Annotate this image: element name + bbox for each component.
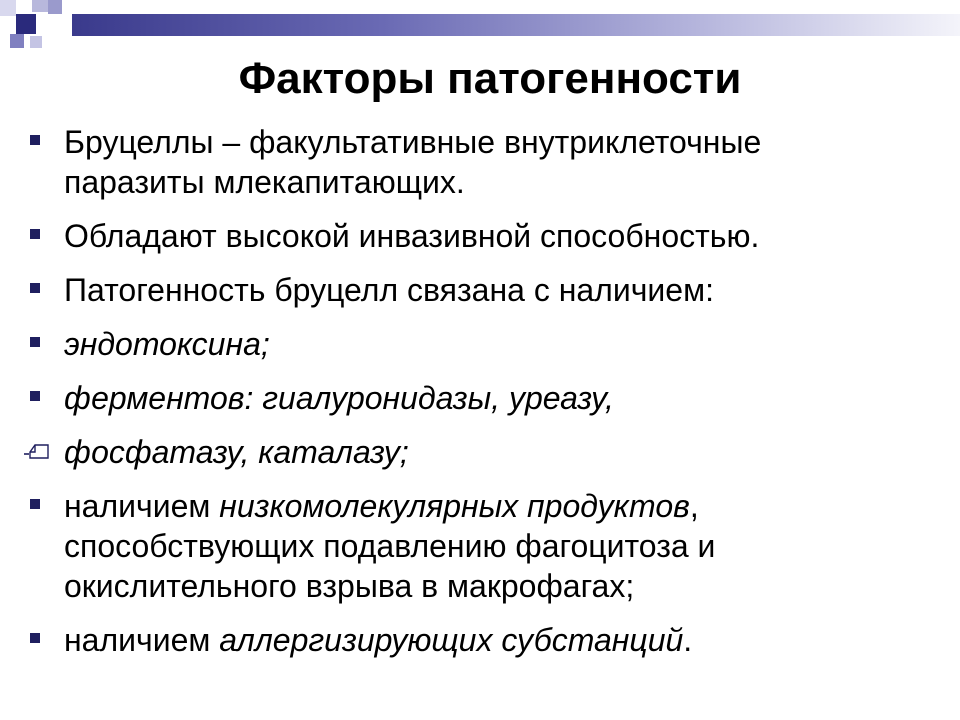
bullet-text-italic: ферментов: гиалуронидазы, уреазу,	[64, 380, 614, 416]
bullet-text-run: , способствующих подавлению фагоцитоза и окислительного взрыва в макрофагах;	[64, 488, 716, 604]
bullet-text	[64, 124, 761, 200]
bullet-text-italic: фосфатазу, каталазу;	[64, 434, 409, 470]
square-bullet-icon	[30, 499, 40, 509]
bullet-text-run: Обладают высокой инвазивной способностью.	[64, 218, 760, 254]
folder-icon	[24, 440, 52, 462]
bullet-item	[30, 324, 910, 364]
bullet-text	[64, 326, 270, 362]
bullet-text	[64, 380, 614, 416]
square-bullet-icon	[30, 633, 40, 643]
decorative-squares	[0, 0, 80, 60]
bullet-item	[30, 620, 910, 660]
bullet-text	[64, 434, 409, 470]
bullet-item	[30, 432, 910, 472]
bullet-item	[30, 270, 910, 310]
bullet-text-italic: аллергизирующих субстанций	[219, 622, 684, 658]
bullet-text-run: .	[683, 622, 693, 658]
header-gradient-bar	[72, 14, 960, 36]
square-bullet-icon	[30, 283, 40, 293]
bullet-text-italic: эндотоксина;	[64, 326, 270, 362]
bullet-item	[30, 486, 910, 606]
square-bullet-icon	[30, 337, 40, 347]
bullet-item	[30, 122, 910, 202]
bullet-text	[64, 622, 692, 658]
square-bullet-icon	[30, 391, 40, 401]
bullet-text-run: Бруцеллы – факультативные внутриклеточные паразиты млекапитающих.	[64, 124, 762, 200]
bullet-text-run: наличием	[64, 488, 220, 524]
bullet-text-run: наличием	[64, 622, 220, 658]
bullet-text-run: Патогенность бруцелл связана с наличием:	[64, 272, 714, 308]
bullet-text	[64, 272, 714, 308]
bullet-text	[64, 488, 715, 604]
square-bullet-icon	[30, 135, 40, 145]
bullet-item	[30, 216, 910, 256]
bullet-list	[30, 122, 910, 660]
slide-title: Факторы патогенности	[238, 54, 742, 103]
bullet-text-italic: низкомолекулярных продуктов	[219, 488, 690, 524]
bullet-item	[30, 378, 910, 418]
bullet-text	[64, 218, 759, 254]
square-bullet-icon	[30, 229, 40, 239]
